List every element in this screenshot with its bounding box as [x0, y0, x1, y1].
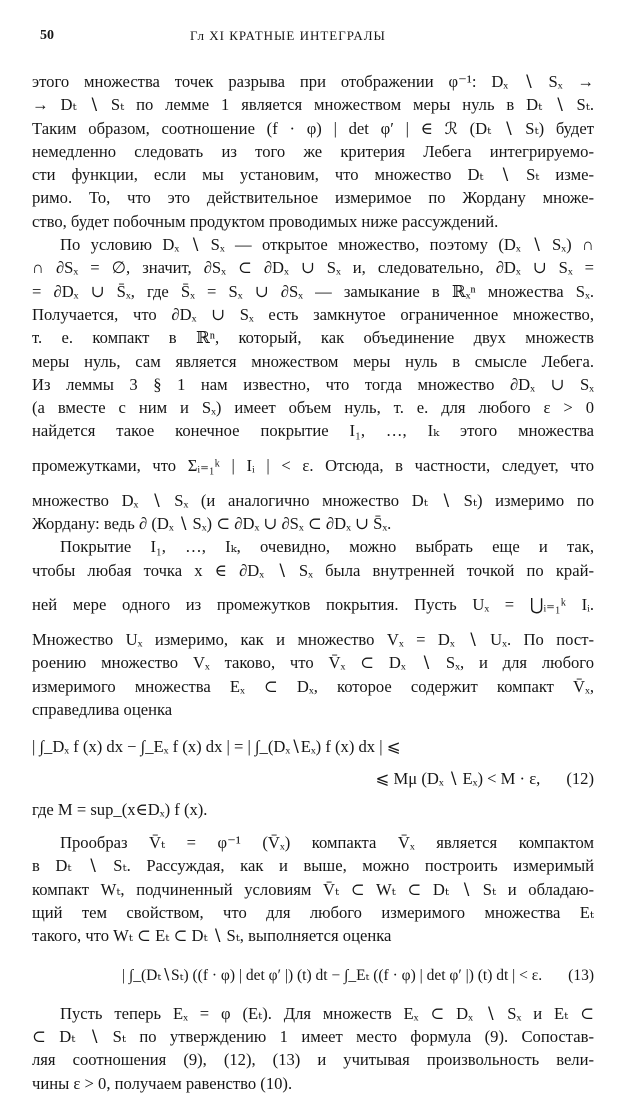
text-line: где M = sup_(x∈Dₓ) f (x).	[32, 800, 208, 820]
formula-12-line-2	[32, 763, 594, 795]
text-line: множество Dₓ ∖ Sₓ (и аналогично множество Dₜ ∖ Sₜ) измеримо по	[32, 490, 594, 510]
formula-13-text: | ∫_(Dₜ∖Sₜ) ((f · φ) | det φ′ |) (t) dt − ∫_Eₜ ((f · φ) | det φ′ |) (t) dt | < ε.	[122, 966, 543, 984]
equation-number-12: (12)	[566, 769, 594, 789]
text-line: Получается, что ∂Dₓ ∪ Sₓ есть замкнутое ограниченное множество,	[32, 304, 594, 324]
text-line: меры нуль, сам является множеством меры нуль в смысле Лебега.	[32, 351, 594, 371]
text-line: (а вместе с ним и Sₓ) имеет объем нуль, т. е. для любого ε > 0	[32, 398, 594, 418]
text-line: т. е. компакт в ℝⁿ, который, как объединение двух множеств	[32, 328, 594, 348]
text-line: сти функции, если мы установим, что множество Dₜ ∖ Sₜ изме-	[32, 165, 594, 185]
text-line: роению множество Vₓ таково, что V̄ₓ ⊂ Dₓ ∖ Sₓ, и для любого	[32, 653, 594, 673]
text-line: Жордану: ведь ∂ (Dₓ ∖ Sₓ) ⊂ ∂Dₓ ∪ ∂Sₓ ⊂ ∂Dₓ ∪ S̄ₓ.	[32, 514, 392, 534]
page-header	[40, 28, 600, 52]
text-line: Пусть теперь Eₓ = φ (Eₜ). Для множеств Eₓ ⊂ Dₓ ∖ Sₓ и Eₜ ⊂	[60, 1003, 594, 1023]
paragraph-5	[32, 1002, 594, 1095]
text-line: Множество Uₓ измеримо, как и множество Vₓ = Dₓ ∖ Uₓ. По пост-	[32, 629, 594, 649]
formula-12-text: ⩽ Mμ (Dₓ ∖ Eₓ) < M · ε,	[375, 769, 541, 789]
equation-number-13: (13)	[568, 966, 594, 984]
formula-13	[32, 956, 594, 996]
text-line-with-union: ней мере одного из промежутков покрытия. Пусть Uₓ = ⋃ᵢ₌₁ᵏ Iᵢ.	[32, 594, 594, 614]
page-number: 50	[40, 28, 54, 43]
text-line: Покрытие I₁, …, Iₖ, очевидно, можно выбрать еще и так,	[60, 537, 594, 557]
text-line: По условию Dₓ ∖ Sₓ — открытое множество, поэтому (Dₓ ∖ Sₓ) ∩	[60, 235, 594, 255]
text-line: в Dₜ ∖ Sₜ. Рассуждая, как и выше, можно построить измеримый	[32, 856, 594, 876]
paragraph-1	[32, 70, 594, 233]
text-line: немедленно следовать из того же критерия Лебега интегрируемо-	[32, 141, 594, 161]
text-line: ство, будет побочным продуктом проводимых ниже рассуждений.	[32, 211, 499, 231]
text-line: римо. То, что это действительное измеримое по Жордану множе-	[32, 188, 594, 208]
text-line: ⊂ Dₜ ∖ Sₜ по утверждению 1 имеет место формула (9). Сопостав-	[32, 1026, 594, 1046]
text-line: измеримого множества Eₓ ⊂ Dₓ, которое содержит компакт V̄ₓ,	[32, 676, 594, 696]
text-line: щий тем свойством, что для любого измеримого множества Eₜ	[32, 903, 594, 923]
text-line: Из леммы 3 § 1 нам известно, что тогда множество ∂Dₓ ∪ Sₓ	[32, 374, 594, 394]
paragraph-3	[32, 535, 594, 721]
text-line-with-sum: промежутками, что Σᵢ₌₁ᵏ | Iᵢ | < ε. Отсюда, в частности, следует, что	[32, 455, 594, 475]
text-line: этого множества точек разрыва при отображении φ⁻¹: Dₓ ∖ Sₓ →	[32, 72, 594, 91]
text-line: ∩ ∂Sₓ = ∅, значит, ∂Sₓ ⊂ ∂Dₓ ∪ Sₓ и, следовательно, ∂Dₓ ∪ Sₓ =	[32, 258, 594, 278]
text-line: ляя соотношения (9), (12), (13) и учитывая произвольность вели-	[32, 1050, 594, 1070]
text-line: Прообраз V̄ₜ = φ⁻¹ (V̄ₓ) компакта V̄ₓ является компактом	[60, 833, 594, 853]
paragraph-2	[32, 233, 594, 535]
text-line: компакт Wₜ, подчиненный условиям V̄ₜ ⊂ Wₜ ⊂ Dₜ ∖ Sₜ и обладаю-	[32, 879, 594, 899]
text-line: чтобы любая точка x ∈ ∂Dₓ ∖ Sₓ была внутренней точкой по край-	[32, 560, 594, 580]
text-line: → Dₜ ∖ Sₜ по лемме 1 является множеством меры нуль в Dₜ ∖ Sₜ.	[32, 95, 594, 115]
formula-12-line-1: | ∫_Dₓ f (x) dx − ∫_Eₓ f (x) dx | = | ∫_(Dₓ∖Eₓ) f (x) dx | ⩽	[32, 737, 401, 757]
paragraph-4	[32, 831, 594, 947]
text-line: справедлива оценка	[32, 699, 173, 719]
formula-12	[32, 731, 594, 795]
text-line: чины ε > 0, получаем равенство (10).	[32, 1073, 293, 1093]
text-line: = ∂Dₓ ∪ S̄ₓ, где S̄ₓ = Sₓ ∪ ∂Sₓ — замыкание в ℝₓⁿ множества Sₓ.	[32, 281, 594, 301]
text-line: Таким образом, соотношение (f · φ) | det φ′ | ∈ ℛ (Dₜ ∖ Sₜ) будет	[32, 118, 594, 138]
text-line: такого, что Wₜ ⊂ Eₜ ⊂ Dₜ ∖ Sₜ, выполняется оценка	[32, 926, 392, 946]
page-body	[32, 70, 594, 1095]
formula-13-line	[32, 956, 594, 996]
running-title: Гл XI КРАТНЫЕ ИНТЕГРАЛЫ	[190, 28, 386, 43]
text-line: найдется такое конечное покрытие I₁, …, Iₖ этого множества	[32, 421, 594, 441]
